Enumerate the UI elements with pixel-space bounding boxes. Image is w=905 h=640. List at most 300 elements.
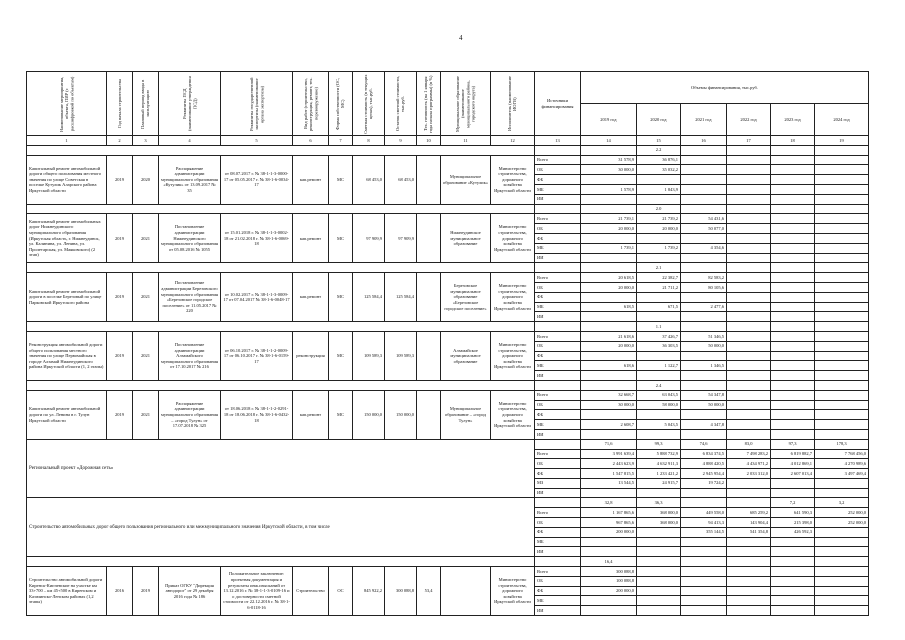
table-cell (815, 253, 869, 263)
table-cell (771, 155, 815, 165)
table-cell (637, 567, 681, 577)
table-cell (581, 371, 637, 381)
table-cell (815, 361, 869, 371)
psd-details: Распоряжение администрации муниципального образования «Кутулик» от 13.09.2017 № 35 (159, 155, 221, 204)
table-cell (581, 145, 637, 155)
executor: Министерство строительства, дорожного хозяйства Иркутской области (491, 567, 535, 616)
regional-project-name: Региональный проект «Дорожная сеть» (27, 439, 535, 498)
table-cell (815, 410, 869, 420)
end-year: 2021 (133, 273, 159, 322)
expertise-details: от 08.07.2017 г. № 38-1-1-3-0000-17 от 05.05.2017 г. № 38-1-6-0034-17 (221, 155, 293, 204)
table-cell (727, 273, 771, 283)
table-cell: МБ (535, 537, 581, 547)
header-cell: Реквизиты ПСД (наименование утверждения ПСД) (181, 76, 198, 131)
table-cell (815, 214, 869, 224)
table-cell: 1 167 865,6 (581, 508, 637, 518)
work-kind: реконструкция (293, 331, 329, 380)
table-cell (815, 390, 869, 400)
estimated-cost: 845 922,2 (353, 567, 385, 616)
remaining-cost: 109 589,3 (385, 331, 417, 380)
table-cell (771, 371, 815, 381)
table-cell (815, 606, 869, 616)
table-cell: 37 426,7 (637, 331, 681, 341)
table-cell: 20 000,0 (581, 282, 637, 292)
table-cell: 6 819 882,7 (771, 449, 815, 459)
table-row (27, 322, 869, 332)
municipality: Муниципальное образование – «город Тулун» (441, 390, 491, 439)
table-cell: 426 592,3 (771, 527, 815, 537)
table-cell (815, 282, 869, 292)
table-cell (727, 498, 771, 508)
table-cell (727, 567, 771, 577)
header-cell: Сметная стоимость (в текущих ценах), тыс.руб. (363, 73, 374, 134)
year-header: 2021 год (681, 104, 727, 135)
work-kind: кап.ремонт (293, 390, 329, 439)
table-cell: 967 865,6 (581, 518, 637, 528)
table-cell (815, 292, 869, 302)
table-cell: 20 618,5 (581, 273, 637, 283)
psd-details: Постановление администрации Березовского муниципального образования «Березовское городское поселение» от 11.05.2017 № 220 (159, 273, 221, 322)
object-name: Капитальный ремонт автомобильных дорог Нижнеудинского муниципального образования (Иркутская область, г. Нижнеудинск, ул. Калинина, ул. Ленина, ул. Пролетарская, ул. Маяковского) (2 этап) (27, 214, 107, 263)
table-cell (771, 478, 815, 488)
table-cell: 21 711,2 (637, 282, 681, 292)
table-cell (771, 341, 815, 351)
column-number: 13 (535, 136, 581, 146)
readiness (417, 214, 441, 263)
start-year: 2019 (107, 273, 133, 322)
table-cell: Всего (535, 508, 581, 518)
table-cell (727, 586, 771, 596)
table-cell (681, 498, 727, 508)
column-number: 1 (27, 136, 107, 146)
table-cell (727, 429, 771, 439)
table-cell (771, 175, 815, 185)
table-cell (727, 361, 771, 371)
table-row (27, 263, 869, 273)
municipality: Алзамайское муниципальное образование (441, 331, 491, 380)
table-cell: Всего (535, 567, 581, 577)
table-cell: 2 608,7 (581, 420, 637, 430)
table-cell (681, 596, 727, 606)
remaining-cost: 97 909,9 (385, 214, 417, 263)
table-cell: 4 012 869,1 (771, 459, 815, 469)
table-cell (771, 488, 815, 498)
table-cell (727, 331, 771, 341)
ownership: МС (329, 390, 353, 439)
table-cell: 368 000,0 (637, 508, 681, 518)
table-cell (815, 488, 869, 498)
table-cell: МБ (535, 243, 581, 253)
municipality: Березовское муниципальное образование «Березовское городское поселение» (441, 273, 491, 322)
header-cell: Муниципальное образование (наименование муниципального района, городского округа) (455, 75, 476, 132)
table-cell: 50 000,0 (681, 341, 727, 351)
readiness (417, 273, 441, 322)
table-cell: МБ (535, 184, 581, 194)
table-cell (815, 547, 869, 557)
table-cell: 20 000,0 (581, 224, 637, 234)
table-cell: ФБ (535, 410, 581, 420)
header-cell: Источники финансирования (535, 72, 581, 136)
estimated-cost: 97 909,9 (353, 214, 385, 263)
table-cell: 143 904,4 (727, 518, 771, 528)
table-body (27, 145, 869, 615)
table-cell: 82 583,2 (681, 273, 727, 283)
table-cell (771, 282, 815, 292)
table-cell (637, 312, 681, 322)
table-cell (815, 478, 869, 488)
column-number: 8 (353, 136, 385, 146)
table-cell: 94 413,3 (681, 518, 727, 528)
table-cell (771, 351, 815, 361)
end-year: 2021 (133, 331, 159, 380)
table-cell (815, 233, 869, 243)
table-cell (727, 351, 771, 361)
column-number-row (27, 136, 869, 146)
column-number: 12 (491, 136, 535, 146)
table-cell (727, 282, 771, 292)
start-year: 2019 (107, 155, 133, 204)
table-cell (727, 420, 771, 430)
executor: Министерство строительства, дорожного хозяйства Иркутской области (491, 331, 535, 380)
table-cell: ФБ (535, 233, 581, 243)
table-cell (581, 547, 637, 557)
table-cell: ФБ (535, 586, 581, 596)
table-cell (815, 243, 869, 253)
table-cell: 100 088,8 (581, 576, 637, 586)
estimated-cost: 150 000,0 (353, 390, 385, 439)
table-cell (815, 165, 869, 175)
expertise-details: Положительное заключение: проектная документация и результаты инж.изысканий от 13.12.2016 г. № 38-1-1-3-0109-16 и о достоверности сметной стоимости от 22.12.2016 г. № 38-1-6-0118-16 (221, 567, 293, 616)
header-cell: Исполнитель (наименование ИОГВ) (507, 76, 518, 131)
column-number: 2 (107, 136, 133, 146)
psd-details: Распоряжение администрации муниципального образования – «город Тулун» от 17.07.2018 № 325 (159, 390, 221, 439)
expertise-details: от 10.02.2017 г. № 38-1-1-3-0009-17 от 07.04.2017 № 38-1-6-0048-17 (221, 273, 293, 322)
table-cell: ОБ (535, 576, 581, 586)
table-cell: 368 000,0 (637, 518, 681, 528)
table-cell: 685 259,2 (727, 508, 771, 518)
table-cell: ИИ (535, 312, 581, 322)
column-number: 11 (441, 136, 491, 146)
table-cell (681, 194, 727, 204)
table-cell (727, 184, 771, 194)
table-cell: ОБ (535, 165, 581, 175)
table-cell (771, 596, 815, 606)
table-cell (815, 341, 869, 351)
table-cell (771, 420, 815, 430)
table-cell (771, 361, 815, 371)
table-cell (637, 488, 681, 498)
table-cell: 80 105,6 (681, 282, 727, 292)
table-cell (815, 371, 869, 381)
year-header: 2020 год (637, 104, 681, 135)
table-cell: 4 434 971,2 (727, 459, 771, 469)
ownership: МС (329, 273, 353, 322)
table-cell: 32,8 (581, 498, 637, 508)
table-row (27, 567, 869, 577)
table-cell: 13 544,5 (581, 478, 637, 488)
psd-details: Постановление администрации Алзамайского муниципального образования от 17.10.2017 № 216 (159, 331, 221, 380)
table-cell (681, 606, 727, 616)
table-cell (681, 537, 727, 547)
page-number: 4 (459, 34, 463, 42)
table-cell (771, 184, 815, 194)
table-cell (771, 165, 815, 175)
header-cell: Год начала строительства (116, 79, 122, 128)
header-cell: Реквизиты государственной экспертизы (наименование органа экспертизы) (248, 76, 265, 131)
table-cell (637, 351, 681, 361)
executor: Министерство строительства, дорожного хозяйства Иркутской области (491, 155, 535, 204)
table-cell (727, 400, 771, 410)
table-cell (727, 233, 771, 243)
table-cell: ОБ (535, 341, 581, 351)
executor: Министерство строительства, дорожного хозяйства Иркутской области (491, 214, 535, 263)
ownership: МС (329, 155, 353, 204)
table-cell: 252 000,0 (815, 518, 869, 528)
table-cell: Всего (535, 214, 581, 224)
table-cell: 7 768 456,0 (815, 449, 869, 459)
year-header: 2023 год (771, 104, 815, 135)
table-cell (727, 194, 771, 204)
end-year: 2019 (133, 567, 159, 616)
start-year: 2019 (107, 331, 133, 380)
column-number: 4 (159, 136, 221, 146)
start-year: 2016 (107, 567, 133, 616)
table-cell (681, 547, 727, 557)
table-cell: 36 303,5 (637, 341, 681, 351)
table-cell: 4 270 989,6 (815, 459, 869, 469)
table-cell: 541 354,8 (727, 527, 771, 537)
table-cell (581, 596, 637, 606)
table-cell (637, 194, 681, 204)
table-cell: ИИ (535, 194, 581, 204)
work-kind: кап.ремонт (293, 273, 329, 322)
table-cell: 252 000,0 (815, 508, 869, 518)
table-cell: 4 354,6 (681, 243, 727, 253)
header-row (27, 72, 869, 136)
table-cell (681, 488, 727, 498)
table-cell: 83,0 (727, 439, 771, 449)
table-row (27, 214, 869, 224)
expertise-details: от 15.01.2018 г. № 38-1-1-3-0002-18 от 21.02.2018 г. № 38-1-6-0069-18 (221, 214, 293, 263)
table-cell: 51 346,5 (681, 331, 727, 341)
table-cell (727, 312, 771, 322)
table-cell (771, 390, 815, 400)
table-cell (581, 322, 637, 332)
table-cell: 3,2 (815, 498, 869, 508)
table-cell: 618,5 (581, 302, 637, 312)
table-cell: 178,3 (815, 439, 869, 449)
table-cell: 36 876,1 (637, 155, 681, 165)
table-cell: 30 000,0 (581, 400, 637, 410)
table-cell (637, 586, 681, 596)
funding-title: Объемы финансирования, тыс.руб. (581, 72, 868, 104)
header-cell: Тех. готовность (на 1 января года начала программы) (в %) (423, 74, 434, 133)
table-cell (771, 273, 815, 283)
table-cell: 2 033 312,0 (727, 469, 771, 479)
table-cell (727, 596, 771, 606)
object-name: Реконструкция автомобильной дороги общего пользования местного значения по улице Первомайская в городе Алзамай Нижнеудинского района Иркутской области (1, 2 этапы) (27, 331, 107, 380)
table-cell (727, 371, 771, 381)
table-cell (727, 341, 771, 351)
readiness (417, 331, 441, 380)
table-cell: ИИ (535, 488, 581, 498)
column-number: 16 (681, 136, 727, 146)
table-cell: 671,5 (637, 302, 681, 312)
table-cell (637, 537, 681, 547)
table-cell: ИИ (535, 371, 581, 381)
column-number: 7 (329, 136, 353, 146)
table-cell: Всего (535, 155, 581, 165)
table-cell (815, 537, 869, 547)
table-cell: Всего (535, 331, 581, 341)
table-cell (727, 243, 771, 253)
table-cell: 1 843,9 (637, 184, 681, 194)
table-row (27, 498, 869, 508)
table-cell (815, 429, 869, 439)
table-cell: 19 724,2 (681, 478, 727, 488)
table-cell: 355 144,5 (681, 527, 727, 537)
end-year: 2020 (133, 155, 159, 204)
table-cell: 1 739,1 (581, 243, 637, 253)
remaining-cost: 300 088,8 (385, 567, 417, 616)
table-cell (581, 410, 637, 420)
table-cell (581, 488, 637, 498)
table-cell (681, 292, 727, 302)
table-cell: ИИ (535, 429, 581, 439)
table-cell (681, 567, 727, 577)
table-cell (727, 214, 771, 224)
table-cell (771, 292, 815, 302)
table-cell: ФБ (535, 292, 581, 302)
table-cell (815, 420, 869, 430)
header-cell: Вид работ (строительство, реконструкция, ремонт, тех. перевооружение) (302, 76, 319, 131)
table-cell: 200 000,0 (581, 527, 637, 537)
header-cell: Плановый период ввода в эксплуатацию (140, 78, 151, 129)
table-cell (681, 253, 727, 263)
table-cell (815, 155, 869, 165)
table-cell (637, 253, 681, 263)
table-cell (535, 498, 581, 508)
table-cell (815, 273, 869, 283)
table-cell (637, 429, 681, 439)
table-cell (771, 214, 815, 224)
financing-table (26, 71, 869, 616)
year-header: 2022 год (727, 104, 771, 135)
table-cell (727, 606, 771, 616)
table-cell: 74,6 (681, 439, 727, 449)
table-cell (771, 606, 815, 616)
table-cell (815, 400, 869, 410)
table-cell: ОБ (535, 518, 581, 528)
psd-details: Постановление администрации Нижнеудинского муниципального образования от 05.08.2016 № 1055 (159, 214, 221, 263)
estimated-cost: 109 589,3 (353, 331, 385, 380)
psd-details: Приказ ОГКУ "Дирекция автодорог" от 29 декабря 2016 года № 186 (159, 567, 221, 616)
table-cell (581, 537, 637, 547)
municipality: Муниципальное образование «Кутулик» (441, 155, 491, 204)
ownership: ОС (329, 567, 353, 616)
table-cell: ИИ (535, 606, 581, 616)
table-cell: 3 497 469,4 (815, 469, 869, 479)
table-cell: 3 991 639,4 (581, 449, 637, 459)
table-cell: 50 077,0 (681, 224, 727, 234)
table-cell: ФБ (535, 351, 581, 361)
executor: Министерство строительства, дорожного хозяйства Иркутской области (491, 390, 535, 439)
table-row (27, 557, 869, 567)
readiness (417, 155, 441, 204)
table-cell: ОБ (535, 282, 581, 292)
table-cell: 300 088,8 (581, 567, 637, 577)
table-cell (771, 410, 815, 420)
table-cell: 215 398,0 (771, 518, 815, 528)
start-year: 2019 (107, 390, 133, 439)
table-cell (637, 576, 681, 586)
table-cell (681, 351, 727, 361)
table-cell: 1 578,9 (581, 184, 637, 194)
table-cell (581, 253, 637, 263)
table-cell (771, 400, 815, 410)
table-cell: МБ (535, 302, 581, 312)
table-cell: 35 032,2 (637, 165, 681, 175)
table-cell: 54 347,8 (681, 390, 727, 400)
column-number: 10 (417, 136, 441, 146)
table-row (27, 155, 869, 165)
table-cell (581, 292, 637, 302)
table-cell: ФБ (535, 527, 581, 537)
table-cell: 4 347,8 (681, 420, 727, 430)
table-cell: МБ (535, 361, 581, 371)
column-number: 14 (581, 136, 637, 146)
table-cell: 31 578,9 (581, 155, 637, 165)
end-year: 2021 (133, 390, 159, 439)
table-cell: МЗ (535, 478, 581, 488)
table-cell (581, 429, 637, 439)
table-cell (581, 380, 637, 390)
table-cell: 641 590,3 (771, 508, 815, 518)
table-cell: ФБ (535, 469, 581, 479)
table-cell (681, 576, 727, 586)
table-cell (771, 243, 815, 253)
start-year: 2019 (107, 214, 133, 263)
table-cell: 24 915,7 (637, 478, 681, 488)
column-number: 5 (221, 136, 293, 146)
table-cell (815, 567, 869, 577)
table-cell (771, 194, 815, 204)
table-cell (815, 331, 869, 341)
table-cell (815, 302, 869, 312)
table-cell: 99,3 (637, 439, 681, 449)
column-number: 3 (133, 136, 159, 146)
table-cell (581, 204, 637, 214)
ownership: МС (329, 214, 353, 263)
estimated-cost: 68 453,0 (353, 155, 385, 204)
table-cell: 1 122,7 (637, 361, 681, 371)
expertise-details: от 18.06.2018 г. № 38-1-1-2-0291-18 от 18.06.2018 г. № 38-1-6-0432-18 (221, 390, 293, 439)
table-cell: 97,3 (771, 439, 815, 449)
table-cell (681, 312, 727, 322)
table-cell (815, 586, 869, 596)
table-cell: Всего (535, 273, 581, 283)
table-cell (771, 224, 815, 234)
table-cell: ОБ (535, 400, 581, 410)
table-cell: 5 888 732,9 (637, 449, 681, 459)
table-cell (727, 175, 771, 185)
header-cell: Форма собственности (ОС, МС) (335, 77, 346, 130)
table-cell: МБ (535, 420, 581, 430)
table-cell (771, 429, 815, 439)
column-number: 19 (815, 136, 869, 146)
object-name: Капитальный ремонт автомобильной дороги в поселке Березовый по улице Парковской Иркутского района (27, 273, 107, 322)
table-cell: 2 477,6 (681, 302, 727, 312)
